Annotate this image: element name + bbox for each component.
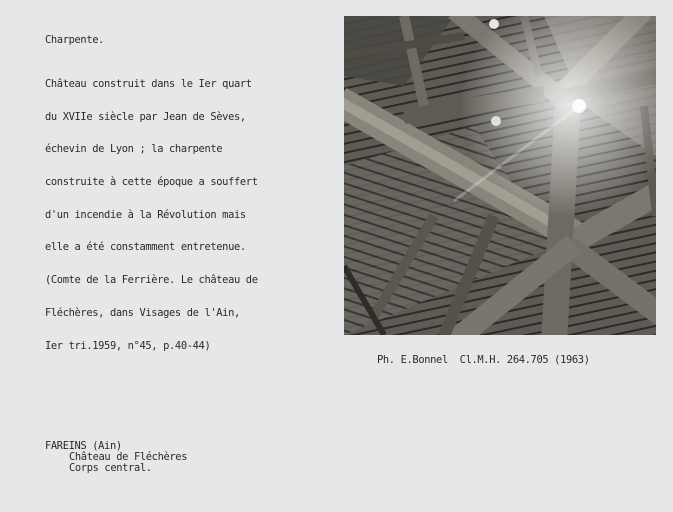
- description-line: Château construit dans le Ier quart: [45, 77, 252, 90]
- card-heading: Charpente.: [45, 34, 105, 46]
- location-part: Corps central.: [69, 462, 152, 474]
- description-line: construite à cette époque a souffert: [45, 175, 258, 188]
- description-line: elle a été constamment entretenue.: [45, 241, 246, 254]
- description-line: échevin de Lyon ; la charpente: [45, 143, 223, 156]
- description-line: Fléchères, dans Visages de l'Ain,: [45, 306, 240, 319]
- location-commune: FAREINS (Ain): [45, 440, 122, 452]
- description-line: (Comte de la Ferrière. Le château de: [45, 274, 258, 287]
- description-line: d'un incendie à la Révolution mais: [45, 208, 246, 221]
- description-text: [45, 57, 258, 373]
- description-line: du XVIIe siècle par Jean de Sèves,: [45, 110, 246, 123]
- roof-framework-photo: [344, 16, 656, 335]
- photo-caption: Ph. E.Bonnel Cl.M.H. 264.705 (1963): [377, 354, 590, 366]
- description-line: Ier tri.1959, n°45, p.40-44): [45, 339, 211, 352]
- location-building: Château de Fléchères: [69, 451, 188, 463]
